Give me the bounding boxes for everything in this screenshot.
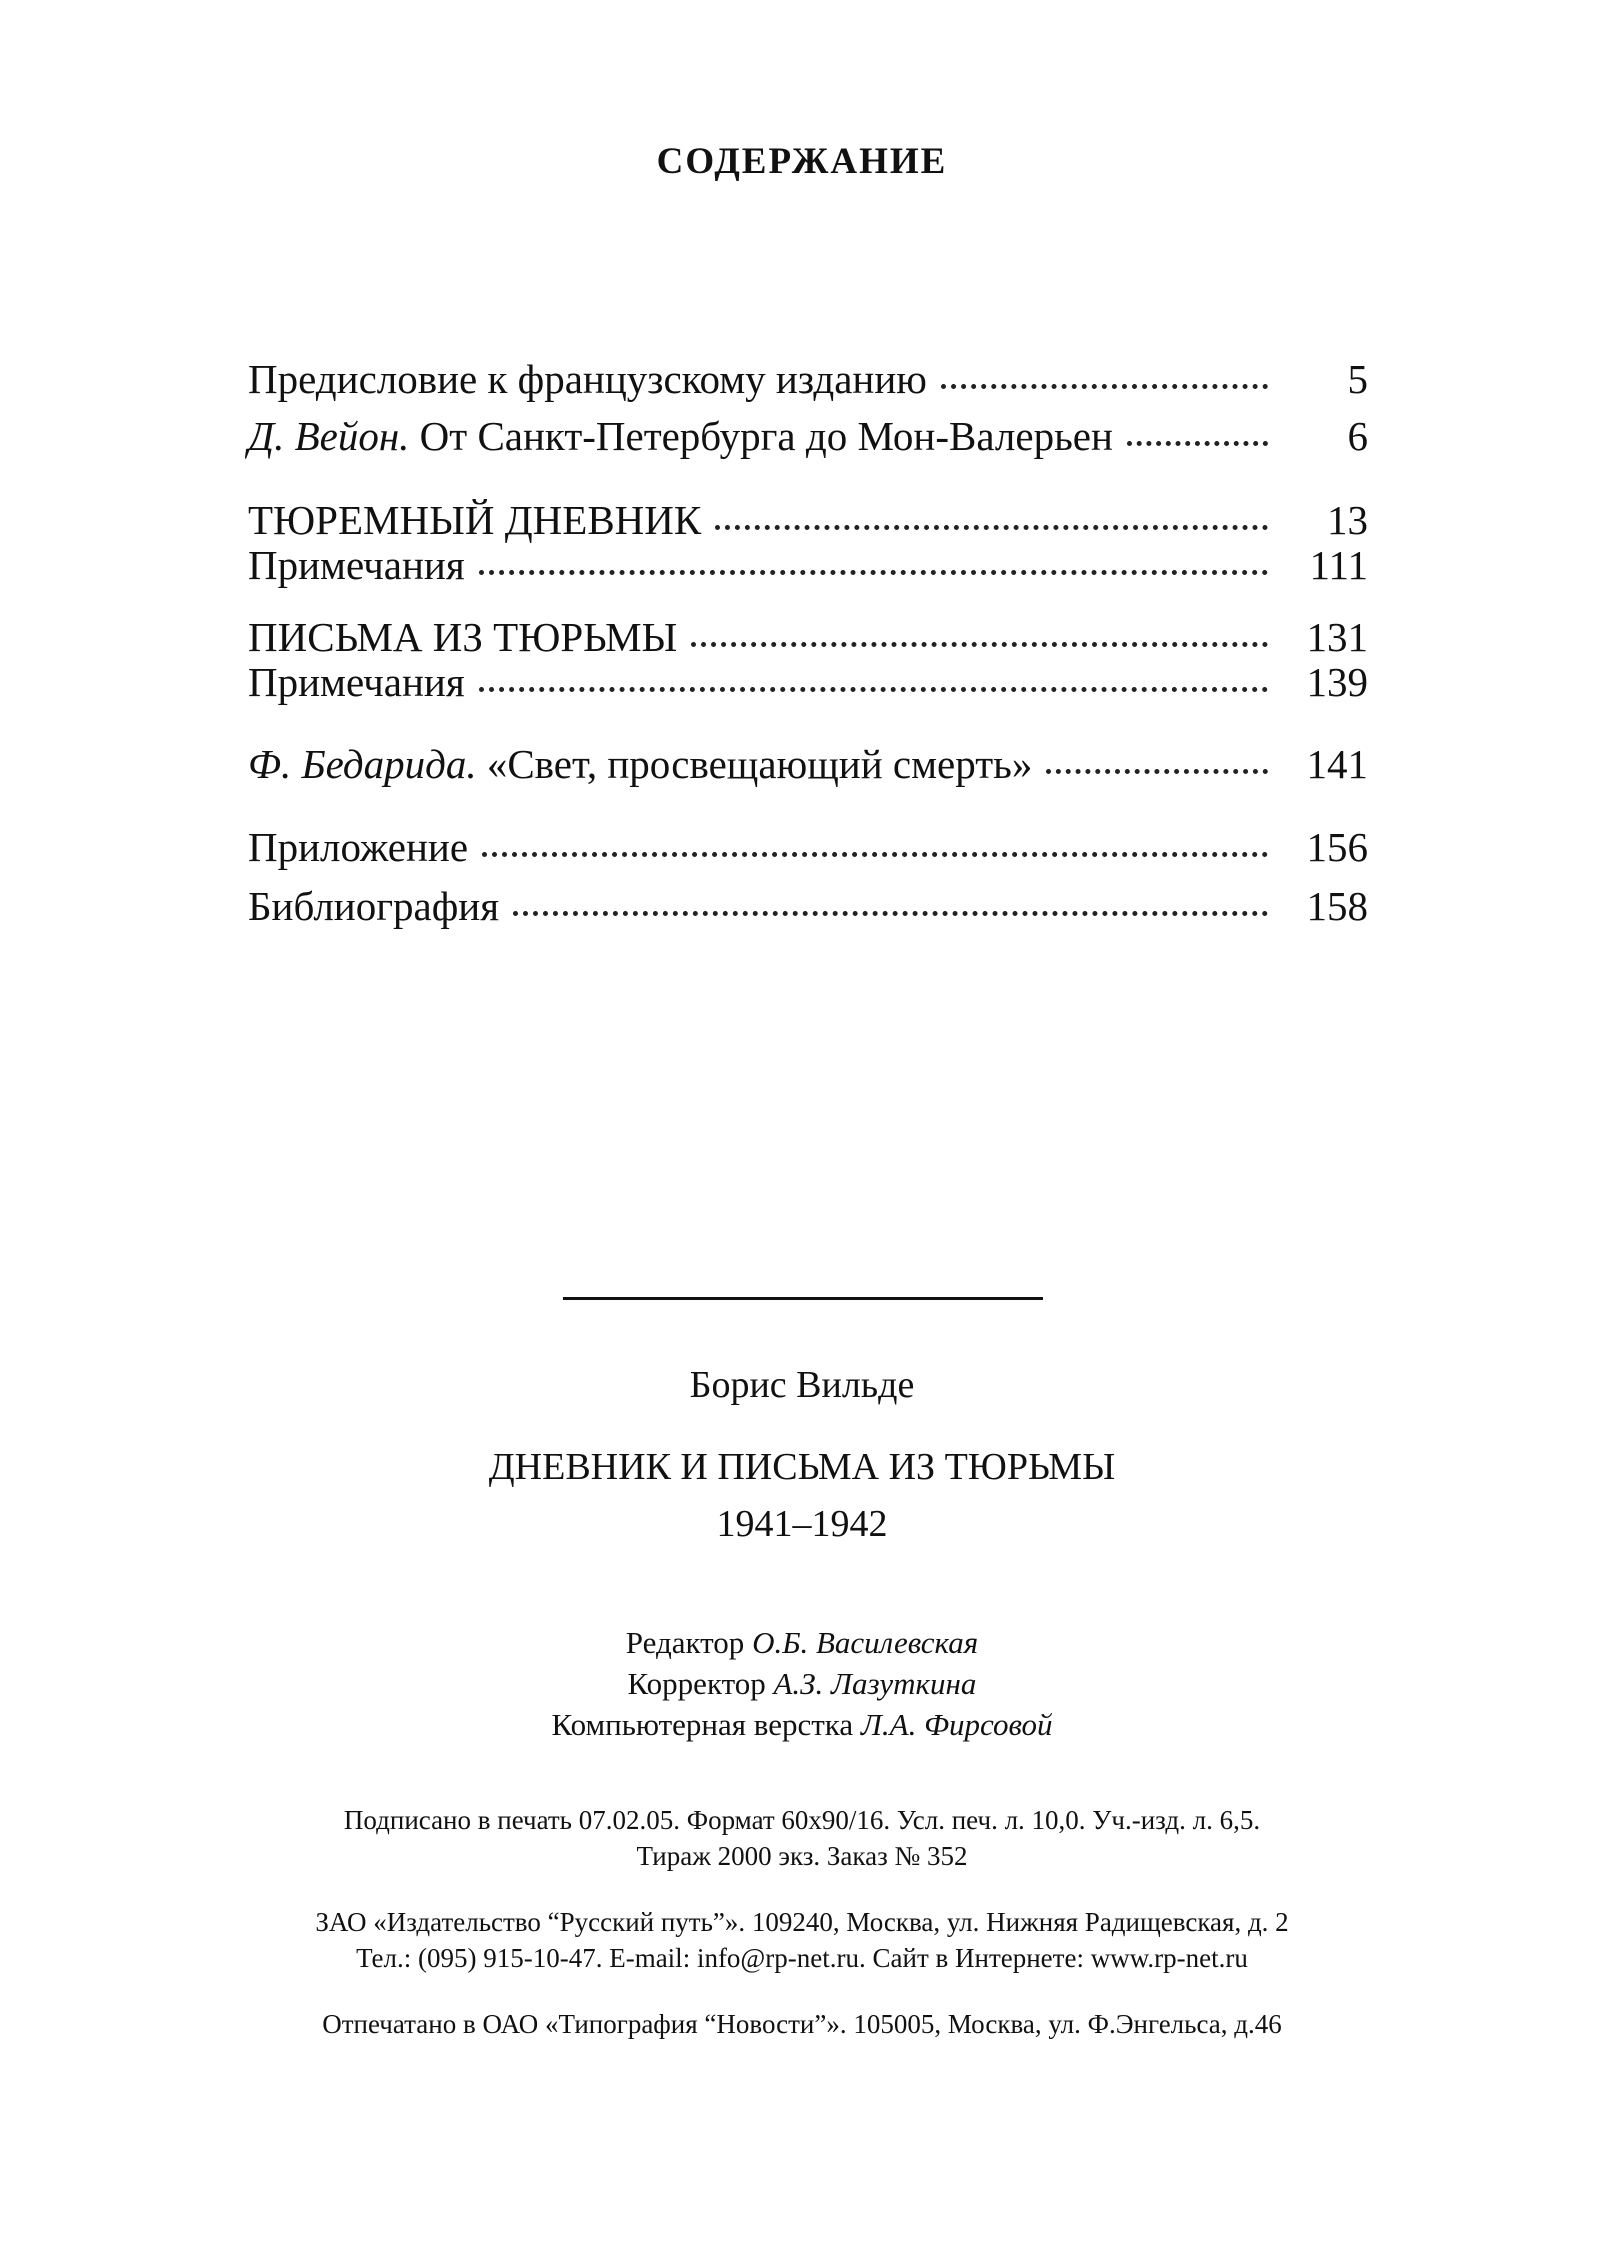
toc-page-number: 156 xyxy=(1306,824,1368,870)
toc-leader-dots xyxy=(941,383,1268,389)
toc-page-number: 13 xyxy=(1327,497,1368,543)
toc-entry xyxy=(248,740,1368,788)
toc-entry xyxy=(248,496,1368,544)
toc-entry-text: ТЮРЕМНЫЙ ДНЕВНИК xyxy=(248,497,702,543)
toc-entry-author: Д. Вейон. xyxy=(248,413,410,459)
toc-entry-text: ПИСЬМА ИЗ ТЮРЬМЫ xyxy=(248,614,678,660)
toc-entry xyxy=(248,412,1368,460)
credit-layout xyxy=(0,1705,1604,1745)
toc-entry-text: Предисловие к французскому изданию xyxy=(248,356,927,402)
toc-page-number: 111 xyxy=(1309,542,1368,588)
toc-entry-text: Библиография xyxy=(248,883,500,929)
book-title: ДНЕВНИК И ПИСЬМА ИЗ ТЮРЬМЫ xyxy=(488,1446,1116,1488)
toc-leader-dots xyxy=(1127,440,1268,446)
toc-leader-dots xyxy=(691,641,1268,647)
imprint-printer: Отпечатано в ОАО «Типография “Новости”». 105005, Москва, ул. Ф.Энгельса, д.46 xyxy=(322,2009,1282,2039)
toc-entry-label xyxy=(248,740,1032,788)
credit-name: Л.А. Фирсовой xyxy=(860,1707,1053,1742)
imprint-contacts: Тел.: (095) 915-10-47. E-mail: info@rp-net.ru. Сайт в Интернете: www.rp-net.ru xyxy=(356,1943,1248,1973)
imprint-print-run: Тираж 2000 экз. Заказ № 352 xyxy=(636,1841,968,1871)
credit-name: О.Б. Василевская xyxy=(752,1625,979,1660)
toc-page-number: 131 xyxy=(1306,614,1368,660)
toc-entry-text: Примечания xyxy=(248,659,465,705)
toc-entry-text: Примечания xyxy=(248,542,465,588)
toc-page-number: 5 xyxy=(1347,356,1368,402)
credit-editor xyxy=(0,1623,1604,1663)
toc-entry xyxy=(248,882,1368,930)
toc-page-number: 158 xyxy=(1306,883,1368,929)
credit-role: Редактор xyxy=(625,1625,753,1660)
imprint-print-details: Подписано в печать 07.02.05. Формат 60х90/16. Усл. печ. л. 10,0. Уч.-изд. л. 6,5. xyxy=(343,1805,1261,1835)
toc-leader-dots xyxy=(715,524,1268,530)
toc-entry xyxy=(248,823,1368,871)
credit-name: А.З. Лазуткина xyxy=(773,1666,977,1701)
toc-entry-text: Приложение xyxy=(248,824,469,870)
credit-proofreader xyxy=(0,1664,1604,1704)
toc-heading: СОДЕРЖАНИЕ xyxy=(656,141,948,182)
toc-entry xyxy=(248,541,1368,589)
toc-entry xyxy=(248,658,1368,706)
credit-role: Компьютерная верстка xyxy=(551,1707,861,1742)
toc-leader-dots xyxy=(1046,768,1268,774)
toc-leader-dots xyxy=(513,910,1268,916)
toc-leader-dots xyxy=(479,569,1268,575)
divider-rule xyxy=(563,1297,1043,1300)
imprint-publisher: ЗАО «Издательство “Русский путь”». 109240, Москва, ул. Нижняя Радищевская, д. 2 xyxy=(315,1907,1289,1937)
book-author: Борис Вильде xyxy=(689,1364,915,1406)
toc-entry-author: Ф. Бедарида. xyxy=(248,741,477,787)
toc-entry xyxy=(248,355,1368,403)
book-years: 1941–1942 xyxy=(716,1503,888,1545)
toc-leader-dots xyxy=(479,686,1268,692)
toc-entry-label xyxy=(248,412,1113,460)
toc-entry-label xyxy=(248,823,468,871)
toc-page-number: 139 xyxy=(1306,659,1368,705)
toc-entry-label xyxy=(248,355,927,403)
toc-leader-dots xyxy=(482,851,1268,857)
toc-entry-label xyxy=(248,613,677,661)
toc-entry-label xyxy=(248,658,465,706)
toc-entry-text: «Свет, просвещающий смерть» xyxy=(476,741,1033,787)
credit-role: Корректор xyxy=(627,1666,774,1701)
toc-entry-label xyxy=(248,882,499,930)
toc-page-number: 6 xyxy=(1347,413,1368,459)
toc-entry-label xyxy=(248,541,465,589)
toc-entry xyxy=(248,613,1368,661)
toc-entry-label xyxy=(248,496,701,544)
toc-page-number: 141 xyxy=(1306,741,1368,787)
toc-entry-text: От Санкт-Петербурга до Мон-Валерьен xyxy=(409,413,1113,459)
